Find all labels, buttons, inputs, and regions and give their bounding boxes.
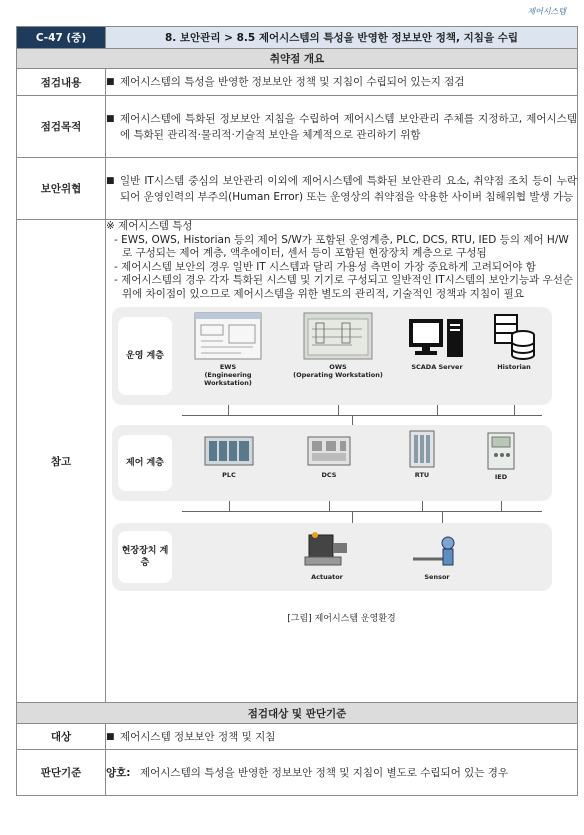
ied-name: IED (494, 473, 508, 481)
bullet-square-icon: ■ (106, 77, 115, 87)
dcs-name: DCS (321, 471, 337, 479)
control-network-line (182, 511, 542, 512)
inspection-item-table (16, 26, 578, 796)
plc-name: PLC (222, 471, 236, 479)
bullet-square-icon: ■ (106, 113, 115, 124)
check-purpose-label: 점검목적 (17, 96, 106, 158)
item-code: C-47 (중) (17, 27, 106, 49)
connector-line (442, 511, 443, 523)
header-category-tag: 제어시스템 (527, 7, 566, 16)
sensor-device (402, 533, 472, 581)
judgment-criteria-label: 판단기준 (17, 750, 106, 796)
historian-device (484, 313, 544, 371)
reference-item: - EWS, OWS, Historian 등의 제어 S/W가 포함된 운영계층, PLC, DCS, RTU, IED 등의 제어 H/W로 구성되는 제어 계층, 액추에이터, 센서 등이 포함된 현장장치 계층으로 구성됨 (114, 233, 569, 259)
connector-line (338, 405, 339, 415)
reference-label: 참고 (17, 220, 106, 703)
overview-section-title: 취약점 개요 (17, 49, 578, 69)
check-content-label: 점검내용 (17, 69, 106, 96)
sensor-icon (409, 533, 465, 571)
connector-line (229, 501, 230, 511)
sensor-name: Sensor (424, 573, 450, 581)
dcs-device (296, 433, 362, 479)
criteria-section-title: 점검대상 및 판단기준 (17, 703, 578, 724)
judgment-criteria-cell (106, 750, 578, 796)
connector-line (514, 405, 515, 415)
control-layer-label: 제어 계층 (118, 435, 172, 491)
security-threat-text: 일반 IT시스템 중심의 보안관리 이외에 제어시스템에 특화된 보안관리 요소, 취약점 조치 등이 누락되어 운영인력의 부주의(Human Error) 또는 운영상의 취약점을 악용한 사이버 침해위협 발생 가능 (120, 174, 577, 203)
historian-database-icon (491, 313, 537, 361)
reference-item: - 제어시스템 보안의 경우 일반 IT 시스템과 달리 가용성 측면이 가장 중요하게 고려되어야 함 (114, 260, 536, 273)
scada-server-device (402, 315, 472, 371)
ews-sub: (Engineering Workstation) (204, 371, 252, 387)
rtu-name: RTU (414, 471, 430, 479)
ied-device (476, 431, 526, 481)
field-device-layer-label: 현장장치 계층 (118, 531, 172, 583)
connector-line (352, 415, 353, 425)
ows-sub: (Operating Workstation) (293, 371, 383, 379)
reference-heading: ※ 제어시스템 특성 (106, 220, 193, 232)
reference-cell (106, 220, 578, 703)
judgment-good-text: 제어시스템의 특성을 반영한 정보보안 정책 및 지침이 별도로 수립되어 있는 경우 (140, 766, 509, 779)
check-purpose-cell (106, 96, 578, 158)
bullet-square-icon: ■ (106, 731, 115, 742)
item-title: 8. 보안관리 > 8.5 제어시스템의 특성을 반영한 정보보안 정책, 지침을 수립 (106, 27, 578, 49)
plc-device (196, 433, 262, 479)
check-content-text: 제어시스템의 특성을 반영한 정보보안 정책 및 지침이 수립되어 있는지 점검 (120, 76, 465, 88)
ows-screen-icon (302, 311, 374, 361)
operation-layer-label: 운영 계층 (118, 317, 172, 395)
security-threat-cell (106, 158, 578, 220)
ops-network-line (182, 415, 542, 416)
ows-device (292, 311, 384, 379)
ews-device (182, 311, 274, 387)
scada-server-icon (407, 315, 467, 361)
target-cell (106, 724, 578, 750)
connector-line (228, 405, 229, 415)
target-text: 제어시스템 정보보안 정책 및 지침 (120, 730, 276, 743)
bullet-square-icon: ■ (106, 175, 115, 186)
judgment-good-key: 양호: (106, 766, 131, 779)
ows-name: OWS (329, 363, 347, 371)
scada-server-name: SCADA Server (411, 363, 463, 371)
dcs-icon (304, 433, 354, 469)
actuator-name: Actuator (311, 573, 343, 581)
check-purpose-text: 제어시스템에 특화된 정보보안 지침을 수립하여 제어시스템 보안관리 주체를 지정하고, 제어시스템에 특화된 관리적·물리적·기술적 보안을 체계적으로 관리하기 위함 (120, 112, 577, 141)
actuator-device (292, 529, 362, 581)
connector-line (329, 501, 330, 511)
rtu-icon (404, 429, 440, 469)
ied-icon (484, 431, 518, 471)
plc-icon (203, 433, 255, 469)
historian-name: Historian (497, 363, 531, 371)
connector-line (501, 501, 502, 511)
ews-screen-icon (193, 311, 263, 361)
control-system-diagram (112, 307, 552, 609)
reference-item: - 제어시스템의 경우 각자 특화된 시스템 및 기기로 구성되고 일반적인 IT시스템의 보안기능과 우선순위에 차이점이 있으므로 제어시스템을 위한 별도의 관리적, 기술적인 정책과 지침이 필요 (114, 274, 574, 300)
connector-line (437, 405, 438, 415)
check-content-cell (106, 69, 578, 96)
actuator-icon (299, 529, 355, 571)
connector-line (422, 501, 423, 511)
ews-name: EWS (219, 363, 237, 371)
target-label: 대상 (17, 724, 106, 750)
connector-line (352, 511, 353, 523)
rtu-device (392, 429, 452, 479)
security-threat-label: 보안위협 (17, 158, 106, 220)
diagram-caption: [그림] 제어시스템 운영환경 (287, 614, 396, 624)
